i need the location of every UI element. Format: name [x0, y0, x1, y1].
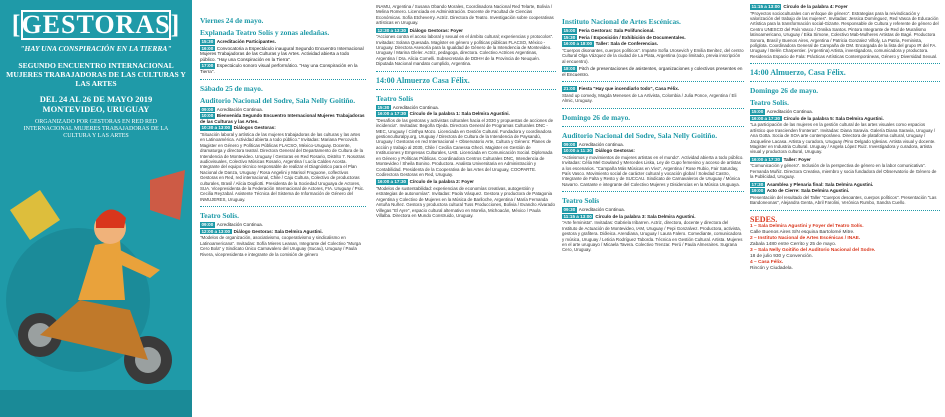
time-badge: 17:00 — [201, 63, 214, 69]
schedule-item: 11:15 a 13:00 Círculo de la palabra 4: Foyer — [751, 4, 848, 9]
venue-heading: Explanada Teatro Solís y zonas aledañas. — [200, 28, 330, 37]
time-badge: 15:30 — [563, 34, 576, 40]
time-badge: 21:00 — [563, 86, 576, 92]
schedule-item: 09:00 Acreditación Continua. — [201, 222, 263, 228]
schedule-item: 16:00 Convocatoria a Espectáculo inaugural Segundo Encuentro Internacional Mujeres Trabajadoras de las Culturas y las Artes. Actividad abierta a todo público. "Hay una Conspiración en la Tierra". — [200, 45, 364, 62]
program-column-1 — [200, 0, 366, 417]
schedule-item: 15:30 Acreditación Participantes. — [201, 39, 276, 44]
schedule-item: 09:00 Acreditación continua. — [563, 141, 624, 147]
time-badge: 11:15 a 13:00 — [563, 213, 592, 219]
program-column-2 — [376, 0, 556, 417]
schedule-item: 11:15 a 13:00 Círculo de la palabra 3: Sala Delmira Agustini. — [563, 213, 696, 219]
schedule-item: 18:00 Pitch de presentaciones de asistentes, organizaciones y colectivos presentes en el Encuentro. — [562, 66, 743, 77]
schedule-item: 15:00 Feria Gestoras: Sala Polifuncional. — [563, 28, 655, 33]
schedule-item: 09:30 Acreditación Continua. — [563, 207, 625, 213]
venue-heading: Auditorio Nacional del Sodre, Sala Nelly Goitiño. — [562, 130, 718, 140]
session-description: Stand up comedy, Magda Meneses de La Artivista, Colombia / Julia Ponce, Argentina / Eli Almic, Uruguay. — [562, 92, 737, 104]
venue-heading: Auditorio Nacional del Sodre, Sala Nelly Goitiño. — [200, 95, 356, 105]
schedule-item: 10:00 Bienvenida Segundo Encuentro Internacional Mujeres Trabajadoras de las Culturas y las Artes. — [200, 113, 365, 124]
schedule-item: 10:30 a 13:00 Diálogos Gestoras: — [201, 125, 276, 131]
time-badge: 10:00 — [201, 113, 214, 119]
time-badge: 16:00 a 17:30 — [751, 115, 781, 121]
schedule-item: 19:00 Acto de Cierre: Sala Delmira Agustini. — [751, 188, 850, 194]
divider — [562, 191, 744, 192]
poster-heading: SEGUNDO ENCUENTRO INTERNACIONAL MUJERES TRABAJADORAS DE LAS CULTURAS Y LAS ARTES — [6, 61, 186, 88]
schedule-item: 17:00 Espectáculo sonoro visual performático. "Hay una Conspiración en la Tierra". — [200, 63, 358, 74]
time-badge: 11:15 a 13:00 — [751, 4, 780, 9]
session-description: "Cuerpos disonantes, cuerpos políticos". Imparte Sofía Urosevich y Emilia Benítez, del centro Cultural Olga Vázquez de la ciudad de La Plata, Argentina (cupo limitado, previa inscripción al encuentro). — [562, 47, 744, 64]
program-column-4 — [750, 0, 940, 417]
day-heading: Domingo 26 de mayo. — [750, 86, 819, 96]
schedule-item: 10:00 a 11:30 Diálogo Gestoras: — [563, 148, 635, 154]
divider — [562, 81, 744, 82]
schedule-item: 21:00 Fiesta "Hay que incendiarlo todo", Casa Félix. — [563, 86, 680, 92]
time-badge: 16:00 a 17:30 — [377, 111, 407, 117]
venue-heading: Teatro Solís — [376, 93, 414, 103]
poster-tagline: "HAY UNA CONSPIRACIÓN EN LA TIERRA" — [20, 44, 172, 53]
venue-address: Rincón y Ciudadela. — [750, 265, 793, 271]
time-badge: 16:00 a 17:30 — [377, 179, 407, 185]
poster-city: MONTEVIDEO, URUGUAY — [42, 104, 150, 114]
time-badge: 10:00 a 11:30 — [563, 148, 592, 154]
divider — [750, 81, 940, 82]
schedule-item: 09:00 Acreditación Continua. — [201, 106, 263, 112]
session-description: "Modelos de sustentabilidad: experiencias de economías creativas, autogestión y estrategias de autonomías". Invitadas: Paola Vásquez. Gestora y productora de Patagonia Argentina y Colectivo de Mujeres en la Música de Bariloche, Argentina / María Fernanda Antuña Nuñez. Gestora y productora cultural Tuss Producciones, Bolivia / Evandro Alvarado Villegas "El Ayre", espacio cultural alternativo en Morelia, Michoacán, México / Paula Villalba. Directora en Mundo Construido, Uruguay. — [376, 185, 555, 218]
time-badge: 15:30 — [201, 39, 214, 44]
schedule-item: 15:30 Acreditación Continua. — [377, 104, 439, 110]
schedule-item: 15:30 Feria / Exposición / Exhibición de Documentales. — [563, 34, 686, 40]
schedule-item: 16:00 a 17:30 Círculo de la palabra 5: Sala Delmira Agustini. — [751, 115, 884, 121]
time-badge: 09:30 — [563, 207, 576, 213]
schedule-item: 16:00 a 17:30 Círculo de la palabra 2: Foyer — [377, 179, 474, 185]
time-badge: 09:00 — [201, 222, 214, 228]
venue-heading: Teatro Solís. — [750, 98, 790, 108]
time-badge: 15:30 — [377, 104, 390, 110]
session-description: Presentación del resultado del Taller "Cuerpos desoantes, cuerpos políticos". Presentación "Las Bandoneonas", Alejandra Genta, Abril Farolini, Verónica Rumbo, Sandra Cuello. — [750, 194, 937, 206]
divider — [376, 71, 556, 72]
venue-address: 18 de julio 930 y Convención. — [750, 253, 813, 259]
time-badge: 12:30 a 13:30 — [377, 27, 407, 33]
time-badge: 16:00 a 17:30 — [751, 156, 781, 162]
venue-entry: 1 – Sala Delmira Agustini y Foyer del Teatro Solís. — [750, 223, 864, 229]
divider — [750, 63, 940, 64]
day-heading: Sábado 25 de mayo. — [200, 83, 263, 93]
session-description: INAMU, Argentina / Susana Obando Morales, Coordinadora Nacional Red Telarte, Bolivia / Melina Romero. Licenciada en Administración. Docente de Facultad de Ciencias Económicas. Sofía Etcheverry. Actriz. Directora de Teatro. Investigación sobre cooperativas artísticas en Uruguay. — [376, 4, 554, 26]
session-description: "Modelos de organización, asociativismo, cooperativismo y sindicalismo en Latinoamericana". Invitadas: Sofía Mieres Leanan, Integrante del Colectivo "Murga Cero Bola" y Sindicato Único Carnavalero del Uruguay (Sucau), Uruguay / Paula Rivera, vicepresidenta e integrante de la comisión de género — [200, 235, 361, 257]
venue-entry: 3 – Sala Nelly Goitiño del Auditorio Nacional del Sodre. — [750, 247, 876, 253]
divider — [200, 206, 366, 207]
poster-dates: DEL 24 AL 26 DE MAYO 2019 — [39, 94, 153, 104]
day-heading: Viernes 24 de mayo. — [200, 16, 264, 25]
time-badge: 10:30 a 13:00 — [201, 125, 231, 131]
poster-title: [GESTORAS] — [11, 10, 181, 39]
schedule-item: 17:30 Asamblea y Plenaria final: Sala Delmira Agustini. — [751, 181, 874, 187]
time-badge: 16:00 — [201, 45, 214, 51]
time-badge: 18:00 — [563, 66, 576, 71]
motorcycle-rider-illustration — [0, 150, 192, 417]
schedule-item: 16:00 a 18:00 Taller: Sala de Conferencias. — [563, 41, 659, 47]
session-description: "Situación laboral y artística de las mujeres trabajadoras de las culturas y las artes en Latinoamérica. Actividad abierta a todo público." Invitadas: Mariana Percovich. Magister en Género y Políticas Públicas FLACSO, México-Uruguay. Docente, dramaturga y directora teatral. Directora General del Departamento de Cultura de la Intendencia de Montevideo. Uruguay / Gestoras en Red Rosario, Distrito 7. Nosotras audiovisuales, Colectivo Músicas Rosario, Argentina / Lucía Caldes Acosta. Integrante del equipo técnico responsable de realizar el Diagnóstico para el Plan Nacional de Danza, Uruguay / Rosa Angelini y Marisol Fruguone, coflectivos Gestoras en Red, red internacional, Chile / Caju Cultura, Colectivo de productoras culturales, Brasil / Alicia Dogliotti. Presidenta de la Sociedad Uruguaya de Actores, SUA. Vicepresidenta de la Federación Internacional de Actores, FIA. Uruguay / Psic. Cecilia Reyzabal. Asistente Técnica del Sistema de Información de Género del INMUJERES, Uruguay. — [200, 131, 365, 202]
venue-heading: Instituto Nacional de Artes Escénicas. — [562, 17, 681, 26]
session-description: "Arte feminista". Invitadas: Gabriela Iribarren. Actriz, directora, docente y directora del Instituto de Actuación de Montevideo, IAM, Uruguay / Pepi Gonzalvez. Productora, activista, gestora y grafitera. Dióleica. Arendiana, Uruguay / Laura Falero. Comediante, comunicadora y música, Uruguay / Leticia Rodríguez Taborda. Técnica en Gestión Cultural. Artista. Mujeres en el arte uruguayo / Micaela Tavera. Colectivo Trenzar. Perú / Paula Almeraires. Sugrana Cero, Uruguay. — [562, 220, 743, 253]
schedule-item: 12:00 a 13:00 Diálogo Gestoras: Sala Delmira Agustini. — [201, 228, 323, 234]
schedule-item: 16:00 a 17:30 Círculo de la palabra 1: Sala Delmira Agustini. — [377, 111, 510, 117]
time-badge: 12:00 a 13:00 — [201, 228, 231, 234]
time-badge: 17:30 — [751, 181, 764, 187]
divider — [376, 89, 556, 90]
venues-heading: SEDES. — [750, 214, 778, 224]
lunch-break: 14:00 Almuerzo, Casa Félix. — [750, 68, 846, 78]
venue-address: Zabala 1480 entre Cerrito y 25 de mayo. — [750, 241, 837, 247]
schedule-item: 15:00 Acreditación Continua. — [751, 109, 813, 115]
schedule-item: 16:00 a 17:30 Taller: Foyer — [751, 156, 811, 162]
schedule-item: 12:30 a 13:30 Diálogo Gestoras: Foyer — [377, 27, 463, 33]
program-column-3 — [562, 0, 744, 417]
venue-entry: 2 – Instituto Nacional de Artes Escénicas / INAE. — [750, 235, 861, 241]
day-heading: Domingo 26 de mayo. — [562, 112, 631, 122]
time-badge: 15:00 — [751, 109, 764, 115]
session-description: "Proyectos socioculturales con enfoque de género". Estrategias para la reivindicación y valorización del trabajo de las mujeres". Invitadas: Jessica Domínguez, Red Vasca de Educación Artística para la transformación social-Gizarte. Responsable de Cultura y referente de género del Centro UNESCO del País Vasco / Onnika Santos. Pintora Integrante de Red de Muralismo latinoamericano, Uruguay / Eika Simone, Colectivo Mab-Mulheres Artistas de Bagé. Productora Sonora, Brasil y Buenos Aires, Argentina / Patricia Gonzalez Villoly, La Patria, Feminista, políglota. Coordinadora General de Campaña de DM. Encargada de la lista del grupo IR del FA. Uruguay / Belén Charpentier. (Argentina) Artista, investigadora, comunicadora y productora. Residencia Espacio de Fala: Prácticas Artísticas Contemporáneas, Género y Diversidad Sexual. — [750, 10, 939, 59]
time-badge: 09:00 — [201, 106, 214, 112]
poster-panel — [0, 0, 192, 417]
poster-organizer: ORGANIZADO POR GESTORAS EN RED RED INTERNACIONAL MUJERES TRABAJADORAS DE LA CULTURA Y LAS ARTES — [23, 119, 169, 139]
divider — [200, 79, 366, 80]
divider — [562, 108, 744, 109]
session-description: "Comunicación y género". Inclusión de la perspectiva de género en la labor comunicativa". Fernanda Muñiz. Directora Creativa, miembro y socia fundadora del Observatorio de Género de la Publicidad, Uruguay. — [750, 163, 937, 180]
time-badge: 16:00 a 18:00 — [563, 41, 593, 47]
venue-address: Calle Buenos Aires S/N esquina Bartolomé Mitre. — [750, 229, 855, 235]
session-description: "Desafíos de las gestoras y activistas culturales hacia el 2030 y propuestas de acciones de incidencia". Invitadas: Begoña Ojeda. Directora General de Programas Culturales DNC - MEC, Uruguay / Cinthya Mozo. Licenciada en Gestión Cultural. Fundadora y coordinadora gestionculturalpy.org, Uruguay / Directora de Cultura de la Intendencia de Paysandú, Uruguay / Gestoras en red Internacional + Observatorio Arte, Cultura y Género: Planes de acción y trabajo al 2030, Chile / Cecilia Canessa Ghezi. Magister en Gestión de Instituciones y Empresas Culturales, UAB. Licenciada en Comunicación Social. Diplomada en Género y Políticas Públicas. Coordinadora Centros Culturales DNC, Intendencia de Montevideo / Sheila Bonino. Productora. Analista Universitaria en Administración y Contabilidad. Presidenta de la Cooperativa de las Artes del Uruguay, COOPARTE. Codirectora Gestoras en Red, Uruguay. — [376, 117, 554, 177]
lunch-break: 14:00 Almuerzo Casa Félix. — [376, 75, 470, 85]
venue-heading: Teatro Solís. — [200, 211, 240, 221]
session-description: "La participación de las mujeres en la gestión cultural de las artes visuales como espacios artístico que trascienden fronteras". Invitadas: Diana Saravia. Galería Diana Saravia, Uruguay / Ana Gotta. Socia de SOA arte contemporáneo. Directora de plataforma cultural, Uruguay / Jacqueline Lacasa. Artista y curadora, Uruguay /Pino Delgado Iglesias. Artista visual y docente. Magister en Industria Cultural. Uruguay / Angela López Ruiz. Investigadora y curadora, artista visual y productora cultural, Uruguay. — [750, 122, 936, 155]
session-description: "Activismos y movimientos de mujeres artistas en el mundo". Actividad abierta a todo público. Invitadas: Célia Mel Gowland y Mercedes Liska, Ley de Cupo femenino y acceso de artistas a los escenarios. "Campaña Más Músicas en Vivo", Argentina / Rose Rubio, Fair Saturday, País Vasco. Movimiento social de carácter cultural y vocación global / Soledad Castro, Integrante de Falta y Resto y de SUCCAU. Sindicato de Carnavaleros de Uruguay / Mónica Navarro. Cantante e integrante del Colectivo Mujeres y Disidencias en la Música Uruguaya. — [562, 154, 744, 187]
time-badge: 15:00 — [563, 28, 576, 33]
divider — [750, 210, 940, 211]
session-description: "Acciones contra el acoso laboral y sexual en el ámbito cultural; experiencias y protocolos". Invitadas: Solana Quesada. Magíster en género y políticas públicas FLACSO, México - Uruguay. Directora Asesoría para la Igualdad de Género de la Intendencia de Montevideo. Uruguay / Marina Gleler. Actriz, pedagoga, directora. Colectivo Actrices Argentinas, Argentina / Dra. Alicia Comelli. Subsecretaria de DDHH de la Provincia de Neuquén. Diputada Nacional mandato cumplido, Argentina. — [376, 34, 554, 67]
divider — [562, 126, 744, 127]
venue-heading: Teatro Solís — [562, 196, 600, 206]
venue-entry: 4 – Casa Félix. — [750, 259, 784, 265]
time-badge: 19:00 — [751, 188, 764, 194]
time-badge: 09:00 — [563, 141, 576, 147]
